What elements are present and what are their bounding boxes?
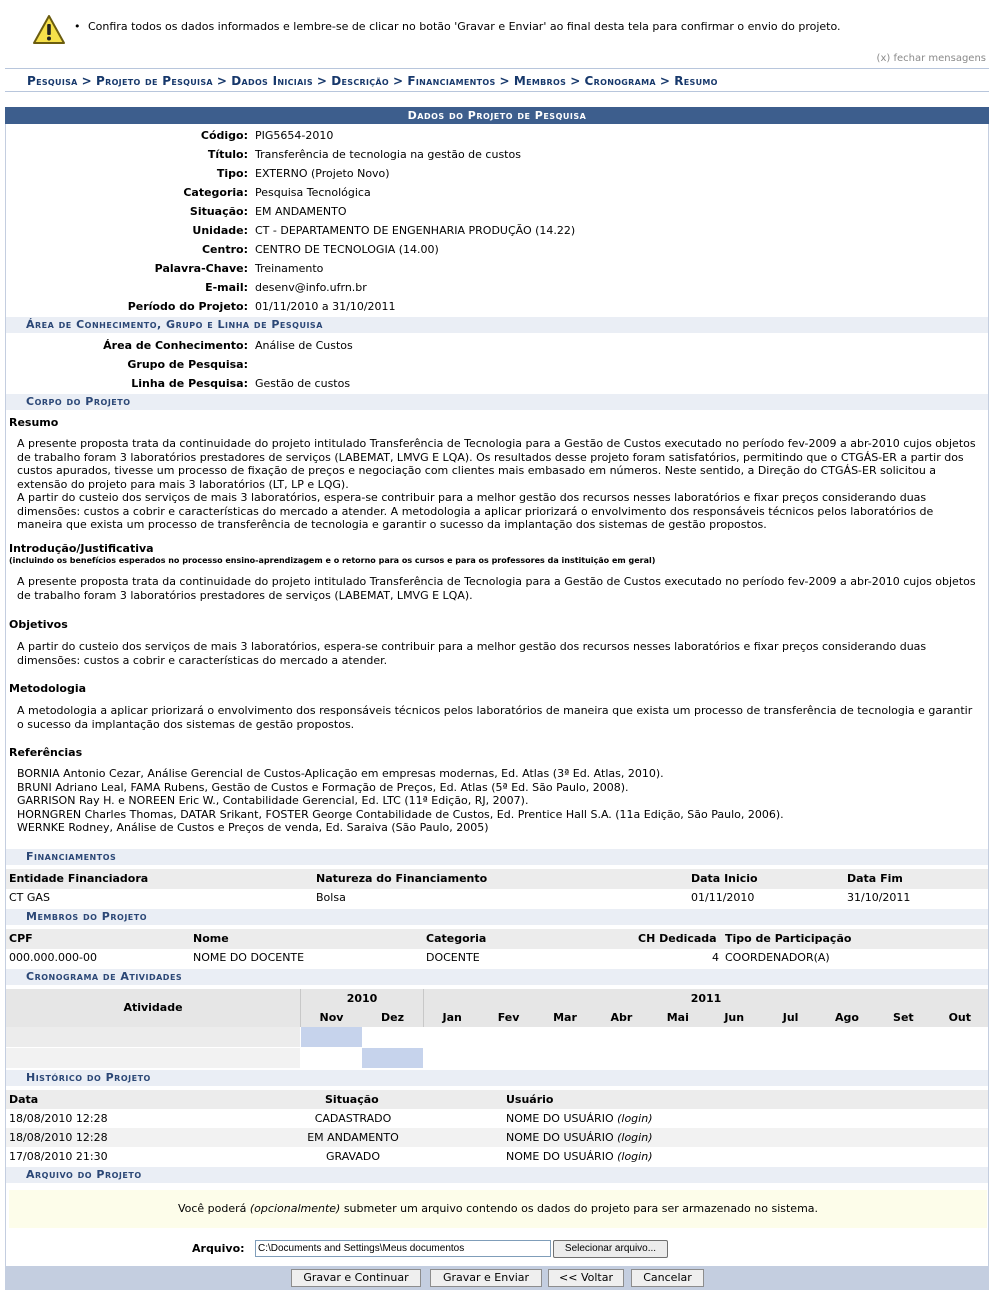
objetivos-title: Objetivos bbox=[9, 618, 68, 631]
usuario-login: (login) bbox=[617, 1112, 653, 1125]
crono-year-2011: 2011 bbox=[690, 992, 722, 1005]
financ-header-inicio: Data Inicio bbox=[691, 872, 758, 885]
section-cronograma: Cronograma de Atividades bbox=[6, 969, 988, 985]
notice-post: submeter um arquivo contendo os dados do projeto para ser armazenado no sistema. bbox=[340, 1202, 819, 1215]
membros-header-cpf: CPF bbox=[9, 932, 33, 945]
crono-month-nov: Nov bbox=[319, 1011, 344, 1024]
close-messages-link[interactable]: (x) fechar mensagens bbox=[876, 53, 986, 64]
area-field-value: Gestão de custos bbox=[255, 377, 351, 390]
field-label: Código: bbox=[200, 129, 248, 142]
warning-icon bbox=[32, 14, 66, 46]
area-field-label: Área de Conhecimento: bbox=[103, 339, 248, 352]
arquivo-path-input[interactable]: C:\Documents and Settings\Meus documentos bbox=[255, 1240, 551, 1257]
crono-month-mar: Mar bbox=[553, 1011, 577, 1024]
crono-month-fev: Fev bbox=[497, 1011, 520, 1024]
membro-cpf: 000.000.000-00 bbox=[9, 951, 97, 964]
usuario-nome: NOME DO USUÁRIO bbox=[506, 1131, 618, 1144]
save-send-button[interactable]: Gravar e Enviar bbox=[430, 1269, 542, 1287]
resumo-text-2: A partir do custeio dos serviços de mais 3 laboratórios, espera-se contribuir para a melhor gestão dos recursos nesses laboratórios e fixar preços considerando duas dimensões: custos a cobrir e características do mercado a atender. A metodologia a aplicar priorizará o envolvimento dos responsáveis técnicos pelos laboratórios de maneira que exista um processo de transferência de tecnologia e garantir o sucesso da implantação dos sistemas de gestão propostos. bbox=[17, 491, 934, 531]
financ-entidade: CT GAS bbox=[9, 891, 50, 904]
reference-item: BRUNI Adriano Leal, FAMA Rubens, Gestão de Custos e Formação de Preços, Ed. Atlas (5ª Ed. São Paulo, 2008). bbox=[17, 780, 629, 794]
area-field-value: Análise de Custos bbox=[255, 339, 353, 352]
historico-data: 18/08/2010 12:28 bbox=[9, 1112, 108, 1125]
historico-usuario bbox=[506, 1131, 653, 1144]
crono-header-atividade: Atividade bbox=[123, 1001, 183, 1014]
breadcrumb-separator: > bbox=[570, 74, 581, 88]
field-label: Tipo: bbox=[216, 167, 248, 180]
breadcrumb-separator: > bbox=[81, 74, 93, 88]
message-box bbox=[0, 0, 996, 68]
section-area: Área de Conhecimento, Grupo e Linha de Pesquisa bbox=[6, 317, 988, 333]
crono-active-cell bbox=[301, 1027, 362, 1047]
notice-pre: Você poderá bbox=[177, 1202, 250, 1215]
breadcrumb-item-5[interactable]: Membros bbox=[513, 74, 567, 88]
back-button[interactable]: << Voltar bbox=[548, 1269, 624, 1287]
historico-data: 17/08/2010 21:30 bbox=[9, 1150, 108, 1163]
crono-activity-cell bbox=[6, 1048, 300, 1068]
financ-natureza: Bolsa bbox=[316, 891, 346, 904]
financ-fim: 31/10/2011 bbox=[847, 891, 911, 904]
breadcrumb-item-4[interactable]: Financiamentos bbox=[407, 74, 496, 88]
select-file-button[interactable]: Selecionar arquivo... bbox=[553, 1240, 668, 1258]
section-corpo: Corpo do Projeto bbox=[6, 394, 988, 410]
field-label: Título: bbox=[207, 148, 248, 161]
field-value: Transferência de tecnologia na gestão de custos bbox=[255, 148, 521, 161]
historico-header-row bbox=[6, 1090, 988, 1109]
membro-nome: NOME DO DOCENTE bbox=[193, 951, 305, 964]
historico-row bbox=[6, 1147, 988, 1166]
arquivo-label: Arquivo: bbox=[192, 1242, 245, 1255]
field-label: E-mail: bbox=[205, 281, 248, 294]
usuario-nome: NOME DO USUÁRIO bbox=[506, 1150, 618, 1163]
breadcrumb-separator: > bbox=[393, 74, 404, 88]
historico-usuario bbox=[506, 1112, 653, 1125]
resumo-text-1: A presente proposta trata da continuidade do projeto intitulado Transferência de Tecnologia para a Gestão de Custos executado no período fev-2009 a abr-2010 cujos objetos de trabalho foram 3 laboratórios prestadores de serviços (LABEMAT, LMVG E LQA). Os resultados desse projeto foram satisfatórios, permitindo que o CTGÁS-ER a partir dos custos apurados, tivesse um processo de fixação de preços e negociação com clientes mais embasado em números. Neste sentido, a Direção do CTGÁS-ER solicitou a extensão do projeto para mais 3 laboratórios (LT, LP e LQG). bbox=[17, 437, 976, 491]
crono-month-set: Set bbox=[893, 1011, 914, 1024]
section-arquivo: Arquivo do Projeto bbox=[6, 1167, 988, 1183]
crono-month-jul: Jul bbox=[782, 1011, 799, 1024]
historico-header-usuario: Usuário bbox=[506, 1093, 554, 1106]
message-text: • Confira todos os dados informados e lembre-se de clicar no botão 'Gravar e Enviar' ao final desta tela para confirmar o envio do projeto. bbox=[74, 20, 841, 33]
intro-note: (incluindo os benefícios esperados no processo ensino-aprendizagem e o retorno para os cursos e para os professores da instituição em geral) bbox=[9, 556, 656, 565]
notice-em: (opcionalmente) bbox=[249, 1202, 341, 1215]
breadcrumb-separator: > bbox=[659, 74, 671, 88]
membro-tipo: COORDENADOR(A) bbox=[725, 951, 830, 964]
usuario-nome: NOME DO USUÁRIO bbox=[506, 1112, 618, 1125]
financ-header-entidade: Entidade Financiadora bbox=[9, 872, 149, 885]
reference-item: GARRISON Ray H. e NOREEN Eric W., Contabilidade Gerencial, Ed. LTC (11ª Edição, RJ, 2007). bbox=[17, 794, 529, 807]
objetivos-text: A partir do custeio dos serviços de mais 3 laboratórios, espera-se contribuir para a melhor gestão dos recursos nesses laboratórios e fixar preços considerando duas dimensões: custos a cobrir e características do mercado a atender. bbox=[17, 640, 927, 667]
breadcrumb-item-2[interactable]: Dados Iniciais bbox=[231, 74, 313, 88]
field-label: Categoria: bbox=[183, 186, 248, 199]
field-value: EM ANDAMENTO bbox=[255, 205, 347, 218]
arquivo-notice bbox=[9, 1190, 987, 1228]
field-value: PIG5654-2010 bbox=[255, 129, 334, 142]
field-label: Período do Projeto: bbox=[127, 300, 248, 313]
historico-data: 18/08/2010 12:28 bbox=[9, 1131, 108, 1144]
breadcrumb-separator: > bbox=[316, 74, 328, 88]
financ-header-row bbox=[6, 869, 988, 889]
reference-item: BORNIA Antonio Cezar, Análise Gerencial de Custos-Aplicação em empresas modernas, Ed. Atlas (3ª Ed. Atlas, 2010). bbox=[17, 767, 664, 780]
usuario-login: (login) bbox=[617, 1131, 653, 1144]
crono-year-2010: 2010 bbox=[346, 992, 378, 1005]
breadcrumb-item-3[interactable]: Descrição bbox=[331, 74, 390, 88]
crono-active-cell bbox=[362, 1048, 423, 1068]
metodologia-text: A metodologia a aplicar priorizará o envolvimento dos responsáveis técnicos pelos laboratórios de maneira que exista um processo de transferência de tecnologia e garantir o sucesso da implantação dos sistemas de gestão propostos. bbox=[17, 704, 973, 731]
section-historico: Histórico do Projeto bbox=[6, 1070, 988, 1086]
field-label: Palavra-Chave: bbox=[154, 262, 248, 275]
breadcrumb-item-6[interactable]: Cronograma bbox=[584, 74, 656, 88]
membro-ch: 4 bbox=[712, 951, 719, 964]
crono-month-jan: Jan bbox=[442, 1011, 462, 1024]
field-label: Situação: bbox=[189, 205, 248, 218]
field-value: CENTRO DE TECNOLOGIA (14.00) bbox=[255, 243, 439, 256]
historico-header-data: Data bbox=[9, 1093, 39, 1106]
area-field-label: Grupo de Pesquisa: bbox=[127, 358, 248, 371]
historico-situacao: CADASTRADO bbox=[314, 1112, 392, 1125]
area-field-label: Linha de Pesquisa: bbox=[131, 377, 248, 390]
crono-month-abr: Abr bbox=[610, 1011, 633, 1024]
breadcrumb bbox=[5, 68, 989, 92]
field-value: EXTERNO (Projeto Novo) bbox=[255, 167, 390, 180]
usuario-login: (login) bbox=[617, 1150, 653, 1163]
field-label: Unidade: bbox=[192, 224, 248, 237]
intro-text: A presente proposta trata da continuidade do projeto intitulado Transferência de Tecnologia para a Gestão de Custos executado no período fev-2009 a abr-2010 cujos objetos de trabalho foram 3 laboratórios prestadores de serviços (LABEMAT, LMVG E LQA). bbox=[17, 575, 976, 602]
metodologia-title: Metodologia bbox=[9, 682, 87, 695]
historico-header-situacao: Situação bbox=[325, 1093, 379, 1106]
membro-categoria: DOCENTE bbox=[426, 951, 480, 964]
reference-item: WERNKE Rodney, Análise de Custos e Preços de venda, Ed. Saraiva (São Paulo, 2005) bbox=[17, 821, 489, 834]
breadcrumb-item-1[interactable]: Projeto de Pesquisa bbox=[96, 74, 213, 88]
financ-inicio: 01/11/2010 bbox=[691, 891, 755, 904]
field-value: CT - DEPARTAMENTO DE ENGENHARIA PRODUÇÃO (14.22) bbox=[255, 224, 576, 237]
historico-usuario bbox=[506, 1150, 653, 1163]
crono-month-mai: Mai bbox=[666, 1011, 689, 1024]
reference-item: HORNGREN Charles Thomas, DATAR Srikant, FOSTER George Contabilidade de Custos, Ed. Prentice Hall S.A. (11a Edição, São Paulo, 2006). bbox=[17, 807, 784, 821]
crono-month-dez: Dez bbox=[381, 1011, 404, 1024]
panel-caption: Dados do Projeto de Pesquisa bbox=[5, 107, 989, 124]
field-label: Centro: bbox=[201, 243, 248, 256]
section-financiamentos: Financiamentos bbox=[6, 849, 988, 865]
save-continue-button[interactable]: Gravar e Continuar bbox=[291, 1269, 421, 1287]
membros-header-tipo: Tipo de Participação bbox=[725, 932, 852, 945]
crono-month-out: Out bbox=[948, 1011, 972, 1024]
breadcrumb-separator: > bbox=[216, 74, 228, 88]
referencias-title: Referências bbox=[9, 746, 83, 759]
section-membros: Membros do Projeto bbox=[6, 909, 988, 925]
historico-row bbox=[6, 1128, 988, 1147]
financ-header-fim: Data Fim bbox=[847, 872, 903, 885]
breadcrumb-separator: > bbox=[499, 74, 510, 88]
historico-situacao: GRAVADO bbox=[325, 1150, 381, 1163]
field-value: 01/11/2010 a 31/10/2011 bbox=[255, 300, 396, 313]
field-value: Treinamento bbox=[255, 262, 324, 275]
crono-activity-cell bbox=[6, 1027, 300, 1047]
crono-month-ago: Ago bbox=[835, 1011, 859, 1024]
historico-row bbox=[6, 1109, 988, 1128]
membros-header-categoria: Categoria bbox=[426, 932, 487, 945]
intro-title: Introdução/Justificativa bbox=[9, 542, 154, 555]
membros-header-nome: Nome bbox=[193, 932, 229, 945]
historico-situacao: EM ANDAMENTO bbox=[307, 1131, 399, 1144]
field-value: desenv@info.ufrn.br bbox=[255, 281, 367, 294]
field-value: Pesquisa Tecnológica bbox=[255, 186, 371, 199]
crono-month-jun: Jun bbox=[724, 1011, 745, 1024]
financ-header-natureza: Natureza do Financiamento bbox=[316, 872, 488, 885]
cancel-button[interactable]: Cancelar bbox=[631, 1269, 704, 1287]
breadcrumb-item-0[interactable]: Pesquisa bbox=[27, 74, 78, 88]
breadcrumb-item-7[interactable]: Resumo bbox=[674, 74, 718, 88]
membros-header-ch: CH Dedicada bbox=[638, 932, 717, 945]
resumo-title: Resumo bbox=[9, 416, 59, 429]
